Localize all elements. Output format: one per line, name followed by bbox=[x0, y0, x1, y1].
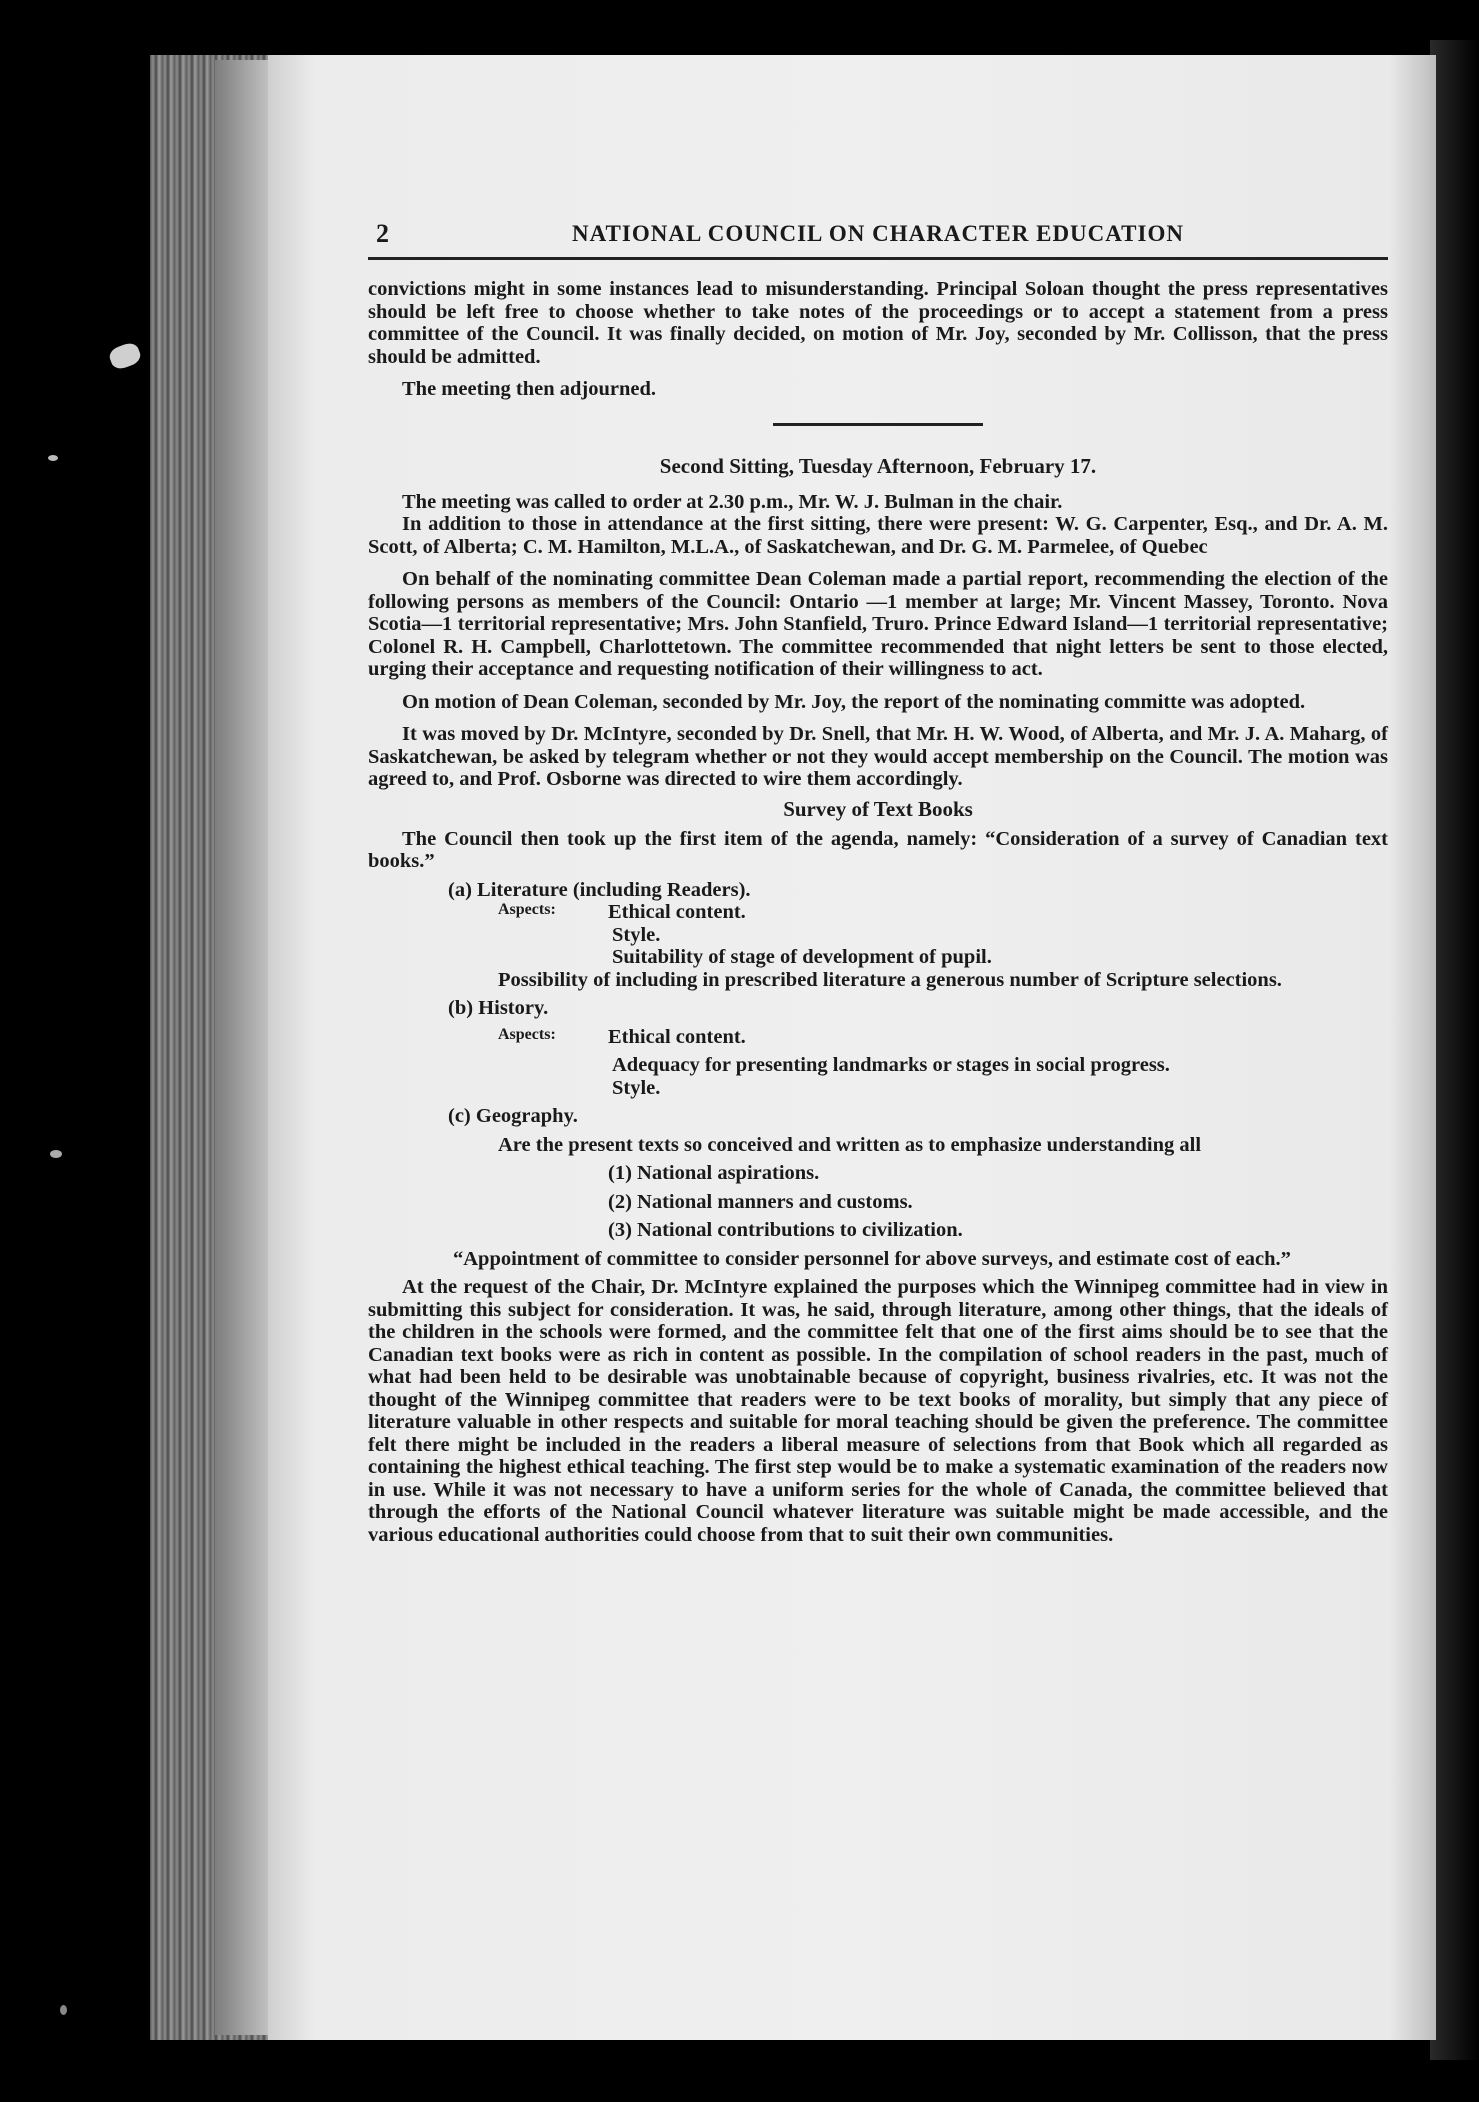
book-page-edges-highlight bbox=[215, 60, 275, 2035]
page-number: 2 bbox=[376, 219, 389, 248]
page-sheet bbox=[268, 55, 1436, 2040]
paragraph-mcintyre-explanation: At the request of the Chair, Dr. McIntyre explained the purposes which the Winnipeg committee had in view in submitting this subject for consideration. It was, he said, through literature, among other things, that the ideals of the children in the schools were formed, and the committee felt that one of the first aims should be to see that the Canadian text books were as rich in content as possible. In the compilation of school readers in the past, much of what had been held to be desirable was unobtainable because of copyright, business rivalries, etc. It was not the thought of the Winnipeg committee that readers were to be text books of morality, but simply that any piece of literature valuable in other respects and suitable for moral teaching should be given the preference. The committee felt there might be included in the readers a liberal measure of selections from that Book which all regarded as containing the highest ethical teaching. The first step would be to make a systematic examination of the readers now in use. While it was not necessary to have a uniform series for the whole of Canada, the committee believed that through the efforts of the National Council whatever literature was suitable might be made accessible, and the various educational authorities could choose from that to suit their own communities. bbox=[368, 1276, 1388, 1546]
geography-subitem: (3) National contributions to civilization. bbox=[608, 1219, 963, 1241]
geography-subitem: (2) National manners and customs. bbox=[608, 1190, 913, 1213]
history-aspects bbox=[368, 1026, 1388, 1100]
aspects-label: Aspects: bbox=[498, 1025, 556, 1043]
geography-subitem: (1) National aspirations. bbox=[608, 1162, 820, 1184]
aspects-label: Aspects: bbox=[498, 901, 556, 918]
page-text-block bbox=[368, 217, 1388, 1546]
literature-aspects bbox=[368, 901, 1388, 969]
aspect-item: Suitability of stage of development of pupil. bbox=[612, 946, 992, 968]
paragraph-called-to-order: The meeting was called to order at 2.30 p.m., Mr. W. J. Bulman in the chair. bbox=[402, 490, 1063, 513]
geography-question: Are the present texts so conceived and written as to emphasize understanding all bbox=[498, 1133, 1202, 1156]
paragraph-adjourned: The meeting then adjourned. bbox=[402, 378, 656, 400]
agenda-item-history: (b) History. bbox=[448, 997, 549, 1019]
agenda-item-literature: (a) Literature (including Readers). bbox=[448, 878, 751, 901]
scan-speck bbox=[60, 2005, 67, 2015]
aspect-item: Ethical content. bbox=[608, 901, 746, 923]
survey-heading: Survey of Text Books bbox=[783, 796, 973, 821]
agenda-possibility: Possibility of including in prescribed literature a generous number of Scripture selections. bbox=[498, 968, 1282, 991]
paragraph-attendance: In addition to those in attendance at the first sitting, there were present: W. G. Carpenter, Esq., and Dr. A. M. Scott, of Alberta; C. M. Hamilton, M.L.A., of Saskatchewan, and Dr. G. M. Parmelee, of Quebec bbox=[368, 513, 1388, 558]
agenda-item-geography: (c) Geography. bbox=[448, 1105, 578, 1127]
scan-speck bbox=[107, 341, 143, 372]
paragraph-telegram-motion: It was moved by Dr. McIntyre, seconded by Dr. Snell, that Mr. H. W. Wood, of Alberta, and Mr. J. A. Maharg, of Saskatchewan, be asked by telegram whether or not they would accept membership on the Council. The motion was agreed to, and Prof. Osborne was directed to wire them accordingly. bbox=[368, 723, 1388, 790]
aspect-item: Ethical content. bbox=[608, 1025, 746, 1048]
paragraph-nominating-report: On behalf of the nominating committee Dean Coleman made a partial report, recommending the election of the following persons as members of the Council: Ontario —1 member at large; Mr. Vincent Massey, Toronto. Nova Scotia—1 territorial representative; Mrs. John Stanfield, Truro. Prince Edward Island—1 territorial representative; Colonel R. H. Campbell, Charlottetown. The committee recommended that night letters be sent to those elected, urging their acceptance and requesting notification of their willingness to act. bbox=[368, 568, 1388, 680]
scan-speck bbox=[50, 1150, 62, 1158]
paragraph-report-adopted: On motion of Dean Coleman, seconded by Mr. Joy, the report of the nominating committe was adopted. bbox=[402, 690, 1306, 713]
agenda-appointment: “Appointment of committee to consider personnel for above surveys, and estimate cost of each.” bbox=[453, 1247, 1291, 1270]
scan-speck bbox=[48, 455, 58, 461]
aspect-item: Style. bbox=[612, 923, 661, 946]
running-head: NATIONAL COUNCIL ON CHARACTER EDUCATION bbox=[572, 221, 1184, 246]
section-divider bbox=[773, 423, 983, 426]
second-sitting-heading: Second Sitting, Tuesday Afternoon, February 17. bbox=[659, 453, 1097, 478]
page-header bbox=[368, 217, 1388, 260]
aspect-item: Adequacy for presenting landmarks or stages in social progress. bbox=[612, 1054, 1170, 1076]
paragraph-opening: convictions might in some instances lead to misunderstanding. Principal Soloan thought the press representatives should be left free to choose whether to take notes of the proceedings or to accept a statement from a press committee of the Council. It was finally decided, on motion of Mr. Joy, seconded by Mr. Collisson, that the press should be admitted. bbox=[368, 278, 1388, 368]
spine-shadow bbox=[1430, 40, 1479, 2060]
paragraph-survey-intro: The Council then took up the first item of the agenda, namely: “Consideration of a survey of Canadian text books.” bbox=[368, 827, 1388, 872]
aspect-item: Style. bbox=[612, 1076, 661, 1099]
